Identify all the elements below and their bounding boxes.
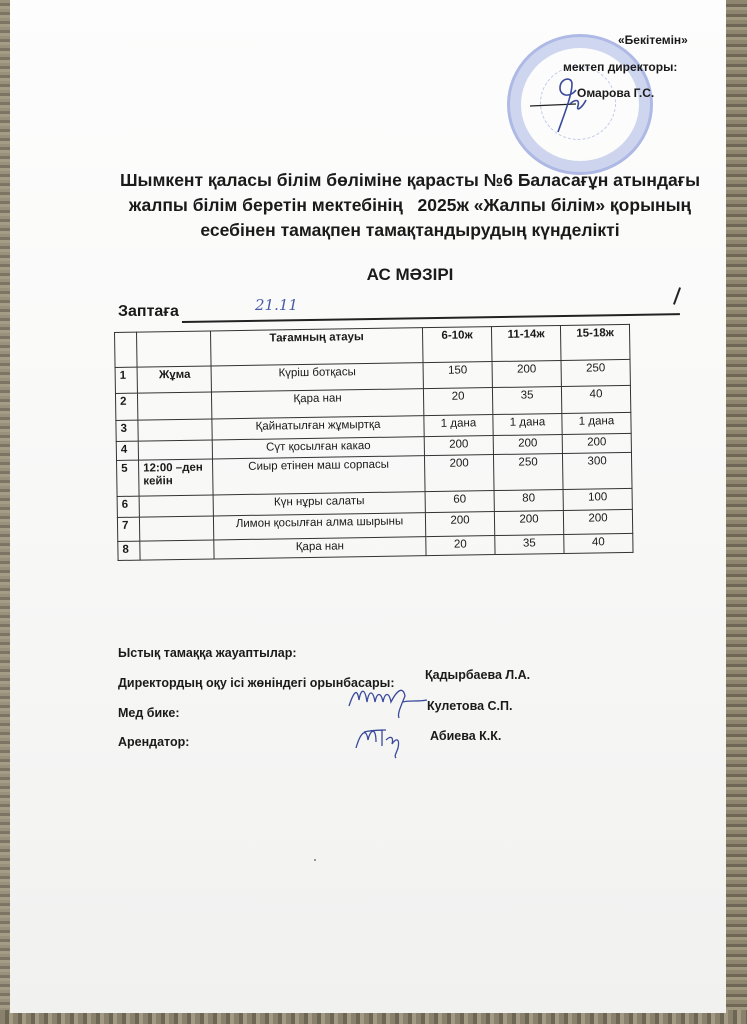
row-day: [138, 440, 212, 460]
document-title-line-2: жалпы білім беретін мектебінің 2025ж «Жалпы білім» қорының: [128, 195, 692, 215]
row-age-15-18: 200: [562, 433, 631, 453]
row-age-15-18: 40: [564, 533, 633, 553]
header-day: [137, 331, 212, 367]
header-age-15-18: 15-18ж: [560, 324, 630, 360]
menu-table: [114, 324, 634, 561]
row-num: 7: [117, 517, 139, 541]
row-age-6-10: 60: [425, 491, 494, 513]
responsibles-heading: Ыстық тамаққа жауаптылар:: [118, 646, 297, 660]
tenant-signature: [350, 720, 410, 760]
row-day: [138, 419, 212, 441]
row-dish: Лимон қосылған алма шырыны: [213, 513, 425, 540]
row-age-6-10: 20: [423, 388, 492, 416]
row-dish: Қара нан: [214, 537, 426, 559]
row-dish: Сүт қосылған какао: [212, 437, 424, 459]
row-dish: Күріш ботқасы: [211, 363, 423, 392]
row-age-15-18: 100: [563, 488, 632, 510]
row-num: 1: [115, 367, 137, 393]
nurse-name: Кулетова С.П.: [427, 699, 513, 713]
row-age-11-14: 250: [493, 453, 563, 490]
row-dish: Қайнатылған жұмыртқа: [212, 416, 424, 440]
row-age-6-10: 1 дана: [424, 415, 493, 437]
header-dish: Тағамның атауы: [210, 328, 423, 366]
row-age-11-14: 35: [495, 534, 564, 554]
row-dish: Сиыр етінен маш сорпасы: [213, 456, 426, 495]
deputy-name: Қадырбаева Л.А.: [425, 668, 531, 682]
row-age-11-14: 200: [492, 360, 561, 387]
row-age-11-14: 80: [494, 489, 563, 511]
row-num: 8: [118, 541, 140, 560]
row-day: [139, 516, 213, 541]
row-age-11-14: 200: [493, 434, 562, 454]
approve-label: «Бекітемін»: [618, 33, 688, 47]
row-day: [137, 392, 211, 420]
row-age-11-14: 1 дана: [493, 413, 562, 435]
row-num: 2: [115, 393, 137, 420]
date-label: Заптаға: [118, 303, 179, 320]
row-age-6-10: 200: [425, 512, 494, 537]
tenant-role: Арендатор:: [118, 735, 190, 749]
director-signature: [520, 70, 600, 140]
row-age-6-10: 200: [424, 455, 494, 492]
row-age-6-10: 150: [423, 362, 492, 389]
row-age-6-10: 200: [424, 436, 493, 456]
header-age-11-14: 11-14ж: [491, 325, 561, 361]
row-num: 6: [117, 496, 139, 517]
row-dish: Қара нан: [211, 389, 423, 419]
row-age-11-14: 200: [494, 510, 563, 535]
nurse-signature: [345, 676, 435, 721]
nurse-role: Мед бике:: [118, 706, 180, 720]
tenant-name: Абиева К.К.: [430, 729, 502, 743]
document-title-line-3: есебінен тамақпен тамақтандырудың күнделікті: [200, 220, 620, 240]
row-age-6-10: 20: [426, 536, 495, 556]
row-day: 12:00 –ден кейін: [139, 459, 214, 496]
row-age-15-18: 300: [562, 452, 632, 489]
header-age-6-10: 6-10ж: [422, 327, 492, 363]
director-name: Омарова Г.С.: [577, 86, 655, 100]
row-age-15-18: 40: [561, 385, 630, 413]
row-age-15-18: 1 дана: [562, 412, 631, 434]
director-label: мектеп директоры:: [563, 60, 678, 74]
background-surface-right: [725, 0, 747, 1024]
row-age-15-18: 250: [561, 359, 630, 386]
row-num: 3: [116, 420, 138, 441]
date-value: 21.11: [255, 296, 298, 314]
menu-heading: АС МӘЗІРІ: [366, 265, 454, 284]
row-day: [140, 540, 214, 560]
deputy-role: Директордың оқу ісі жөніндегі орынбасары:: [118, 676, 395, 690]
row-dish: Күн нұры салаты: [213, 492, 425, 516]
header-num: [115, 332, 138, 367]
row-num: 4: [116, 441, 138, 460]
row-num: 5: [117, 460, 140, 496]
row-age-11-14: 35: [492, 386, 561, 414]
row-day: Жұма: [137, 366, 211, 393]
document-title-line-1: Шымкент қаласы білім бөліміне қарасты №6 Баласағұн атындағы: [119, 170, 701, 190]
paper-speck: [314, 859, 316, 861]
row-day: [139, 495, 213, 517]
row-age-15-18: 200: [563, 509, 632, 534]
